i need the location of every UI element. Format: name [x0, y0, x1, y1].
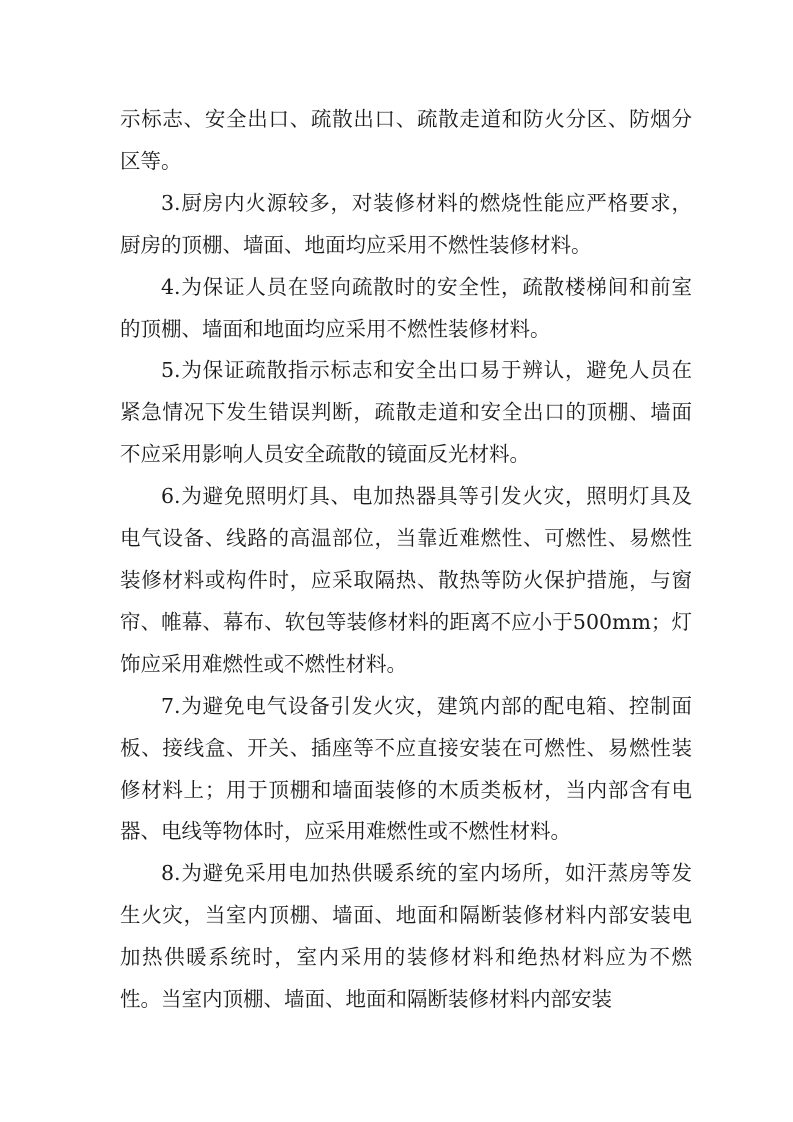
paragraph-item-7: 7.为避免电气设备引发火灾，建筑内部的配电箱、控制面板、接线盒、开关、插座等不应直接安装在可燃性、易燃性装修材料上；用于顶棚和墙面装修的木质类板材，当内部含有电器、电线等物体时，应采用难燃性或不燃性材料。 — [120, 693, 692, 844]
document-body — [120, 99, 692, 1021]
paragraph-item-4: 4.为保证人员在竖向疏散时的安全性，疏散楼梯间和前室的顶棚、墙面和地面均应采用不燃性装修材料。 — [120, 274, 692, 341]
paragraph-continuation: 示标志、安全出口、疏散出口、疏散走道和防火分区、防烟分区等。 — [120, 107, 692, 173]
paragraph-item-5: 5.为保证疏散指示标志和安全出口易于辨认，避免人员在紧急情况下发生错误判断，疏散走道和安全出口的顶棚、墙面不应采用影响人员安全疏散的镜面反光材料。 — [120, 358, 692, 467]
paragraph-item-3: 3.厨房内火源较多，对装修材料的燃烧性能应严格要求，厨房的顶棚、墙面、地面均应采用不燃性装修材料。 — [120, 190, 692, 257]
paragraph-item-8: 8.为避免采用电加热供暖系统的室内场所，如汗蒸房等发生火灾，当室内顶棚、墙面、地面和隔断装修材料内部安装电加热供暖系统时，室内采用的装修材料和绝热材料应为不燃性。当室内顶棚、墙面、地面和隔断装修材料内部安装 — [120, 861, 692, 1012]
paragraph-item-6: 6.为避免照明灯具、电加热器具等引发火灾，照明灯具及电气设备、线路的高温部位，当靠近难燃性、可燃性、易燃性装修材料或构件时，应采取隔热、散热等防火保护措施，与窗帘、帷幕、幕布、软包等装修材料的距离不应小于500mm；灯饰应采用难燃性或不燃性材料。 — [120, 484, 692, 676]
